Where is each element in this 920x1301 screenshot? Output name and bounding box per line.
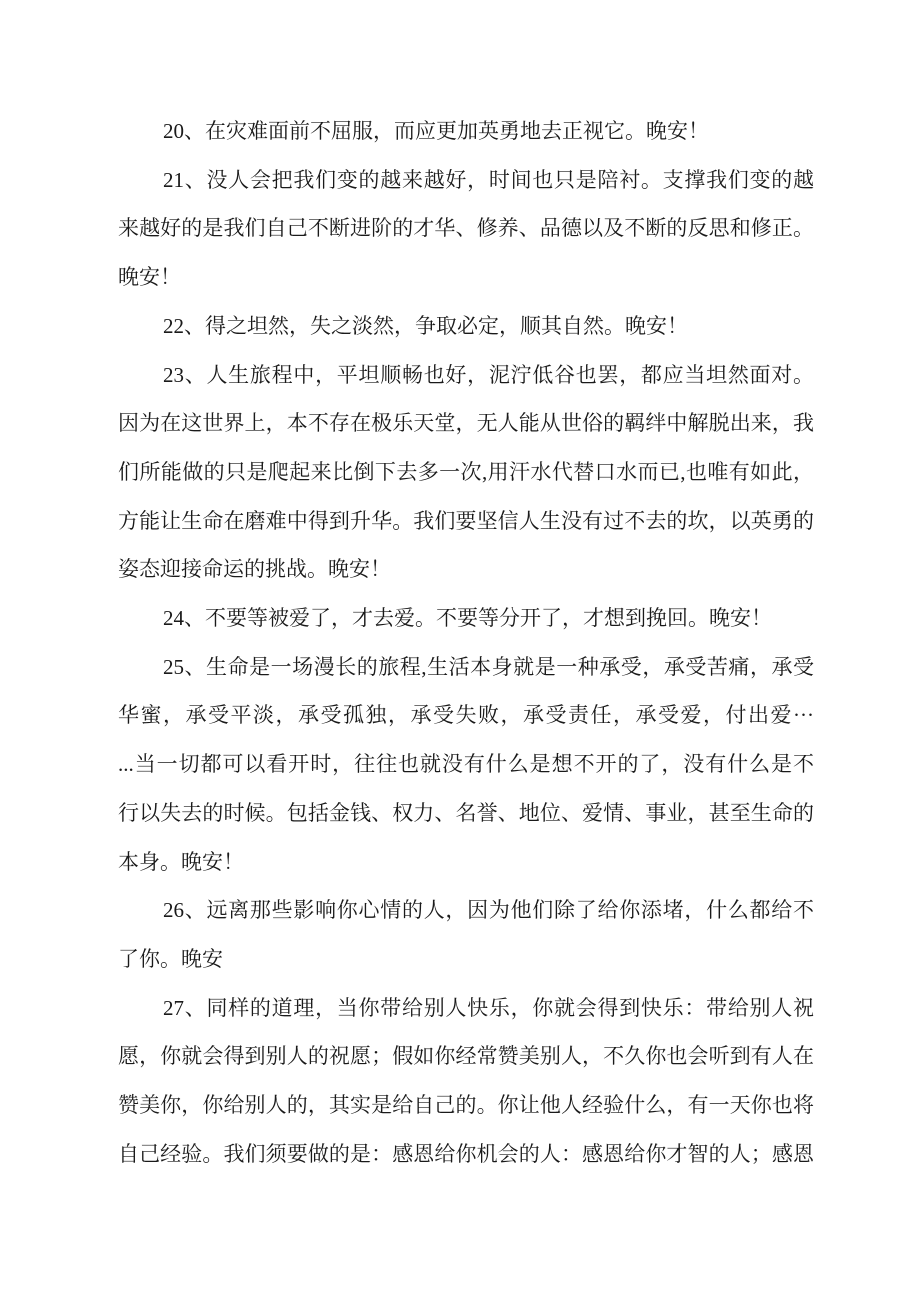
text-line: 方能让生命在磨难中得到升华。我们要坚信人生没有过不去的坎，以英勇的	[118, 508, 814, 533]
text-line: 来越好的是我们自己不断进阶的才华、修养、品德以及不断的反思和修正。	[118, 216, 814, 241]
text-line: 愿，你就会得到别人的祝愿；假如你经常赞美别人，不久你也会听到有人在	[118, 1044, 814, 1069]
text-line: 赞美你，你给别人的，其实是给自己的。你让他人经验什么，有一天你也将	[118, 1093, 814, 1118]
text-line: 23、人生旅程中，平坦顺畅也好，泥泞低谷也罢，都应当坦然面对。	[163, 362, 814, 387]
text-line: 21、没人会把我们变的越来越好，时间也只是陪衬。支撑我们变的越	[163, 167, 814, 192]
paragraph	[118, 302, 814, 351]
text-line: 姿态迎接命运的挑战。晚安！	[118, 557, 391, 582]
paragraph	[118, 107, 814, 156]
paragraph	[118, 886, 814, 983]
text-line: 26、远离那些影响你心情的人，因为他们除了给你添堵，什么都给不	[163, 898, 814, 923]
text-line: 因为在这世界上，本不存在极乐天堂，无人能从世俗的羁绊中解脱出来，我	[118, 411, 814, 436]
text-line: 27、同样的道理，当你带给别人快乐，你就会得到快乐：带给别人祝	[163, 995, 814, 1020]
paragraph	[118, 984, 814, 1179]
text-line: 晚安！	[118, 265, 181, 290]
text-line: 24、不要等被爱了，才去爱。不要等分开了，才想到挽回。晚安！	[163, 606, 772, 631]
text-line: 本身。晚安！	[118, 849, 244, 874]
paragraph	[118, 351, 814, 595]
paragraph	[118, 594, 814, 643]
text-line: ...当一切都可以看开时，往往也就没有什么是想不开的了，没有什么是不	[118, 752, 814, 777]
paragraph	[118, 643, 814, 887]
text-line: 20、在灾难面前不屈服，而应更加英勇地去正视它。晚安！	[163, 119, 709, 143]
text-line: 华蜜，承受平淡，承受孤独，承受失败，承受责任，承受爱，付出爱···	[118, 703, 814, 728]
text-line: 22、得之坦然，失之淡然，争取必定，顺其自然。晚安！	[163, 313, 688, 338]
text-line: 了你。晚安	[118, 946, 223, 971]
paragraph	[118, 156, 814, 302]
document-text-block	[118, 107, 814, 1178]
text-line: 行以失去的时候。包括金钱、权力、名誉、地位、爱情、事业，甚至生命的	[118, 800, 814, 825]
text-line: 们所能做的只是爬起来比倒下去多一次,用汗水代替口水而已,也唯有如此，	[118, 459, 814, 484]
text-line: 25、生命是一场漫长的旅程,生活本身就是一种承受，承受苦痛，承受	[163, 654, 814, 679]
text-line: 自己经验。我们须要做的是：感恩给你机会的人：感恩给你才智的人；感恩	[118, 1141, 814, 1166]
